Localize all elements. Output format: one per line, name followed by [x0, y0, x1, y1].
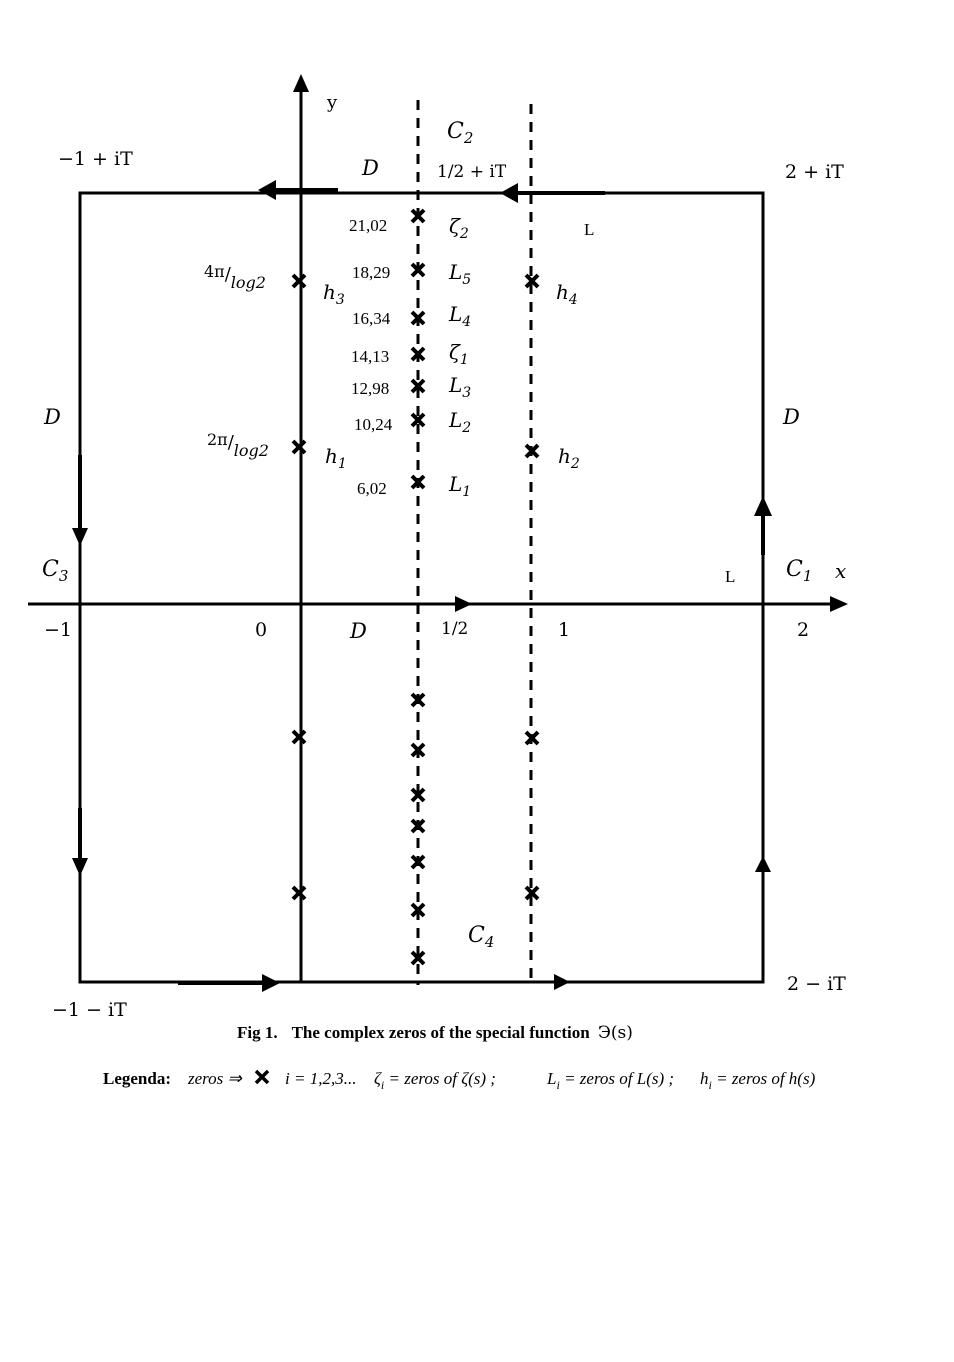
figure-caption: Fig 1. The complex zeros of the special function Э(s) — [237, 1023, 633, 1043]
arrow-left-upper — [72, 455, 88, 546]
label-half-plus-iT: 1/2 + iT — [437, 162, 507, 182]
legend-zero-marker — [256, 1071, 268, 1083]
arrow-bottom-left — [178, 974, 280, 992]
label-d-top: D — [362, 156, 379, 180]
svg-text:ζi = zeros of ζ(s) ;: $\zeta_i$ = zeros of ζ(s) ; — [374, 1069, 496, 1092]
tick-one: 1 — [558, 619, 571, 641]
legend — [103, 1069, 816, 1092]
arrow-right-lower — [755, 856, 771, 872]
zero-marker — [293, 441, 305, 453]
zero-value-label: 6,02 — [357, 479, 387, 498]
label-two-pi-over-log2: 2π/log2 — [207, 430, 269, 460]
zero-value-label: 21,02 — [349, 216, 388, 235]
y-axis-arrow — [293, 74, 309, 92]
corner-top-right: 2 + iT — [785, 161, 844, 183]
label-L4: $L_4$ — [449, 302, 472, 330]
corner-top-left: −1 + iT — [58, 148, 133, 170]
arrow-top-right — [500, 183, 605, 203]
arrow-bottom-right — [468, 974, 570, 990]
zero-value-label: 12,98 — [351, 379, 390, 398]
zero-marker — [293, 275, 305, 287]
zero-value-label: 10,24 — [354, 415, 393, 434]
zero-marker — [293, 731, 305, 743]
label-c2: $C_2$ — [447, 119, 474, 147]
label-L5: $L_5$ — [449, 260, 472, 288]
label-h1: $h_1$ — [325, 444, 347, 472]
label-l-top: L — [584, 220, 595, 239]
label-L2: $L_2$ — [449, 408, 472, 436]
corner-bottom-right: 2 − iT — [787, 973, 846, 995]
zero-value-label: 16,34 — [352, 309, 391, 328]
svg-text:zeros ⇒: zeros ⇒ — [188, 1069, 242, 1088]
corner-bottom-left: −1 − iT — [52, 999, 127, 1021]
x-axis-label: x — [835, 559, 847, 583]
zero-marker — [293, 887, 305, 899]
label-c3: $C_3$ — [42, 557, 69, 585]
label-c1: $C_1$ — [786, 557, 813, 585]
label-l-right: L — [725, 567, 736, 586]
arrow-x-axis-half — [455, 596, 472, 612]
label-L1: $L_1$ — [449, 472, 472, 500]
tick-minus-one: −1 — [44, 619, 73, 641]
label-zeta1: $\zeta_1$ — [449, 340, 469, 368]
y-axis-label: y — [327, 92, 338, 113]
label-zeta2: $\zeta_2$ — [449, 214, 469, 242]
zero-value-label: 14,13 — [351, 347, 390, 366]
label-d-right: D — [783, 405, 800, 429]
label-d-bottom: D — [350, 619, 367, 643]
label-d-left: D — [44, 405, 61, 429]
tick-half: 1/2 — [441, 619, 469, 639]
svg-text:Li = zeros of L(s) ;: $L_i$ = zeros of L(s) ; — [547, 1069, 675, 1092]
arrow-top-left — [258, 180, 338, 200]
label-four-pi-over-log2: 4π/log2 — [204, 262, 266, 292]
label-h2: $h_2$ — [558, 444, 580, 472]
svg-text:Legenda:: Legenda: — [103, 1069, 171, 1088]
arrow-right-upper — [754, 496, 772, 555]
tick-two: 2 — [797, 619, 810, 641]
arrow-left-lower — [72, 808, 88, 876]
svg-text:i = 1,2,3...: i = 1,2,3... — [285, 1069, 357, 1088]
label-h3: $h_3$ — [323, 280, 345, 308]
zero-value-label: 18,29 — [352, 263, 391, 282]
label-L3: $L_3$ — [449, 373, 472, 401]
zero-markers — [293, 210, 538, 964]
label-h4: $h_4$ — [556, 280, 578, 308]
label-c4: $C_4$ — [468, 923, 495, 951]
svg-text:hi = zeros of h(s): $h_i$ = zeros of h(s) — [700, 1069, 816, 1092]
x-axis-arrow — [830, 596, 848, 612]
tick-zero: 0 — [255, 619, 268, 641]
